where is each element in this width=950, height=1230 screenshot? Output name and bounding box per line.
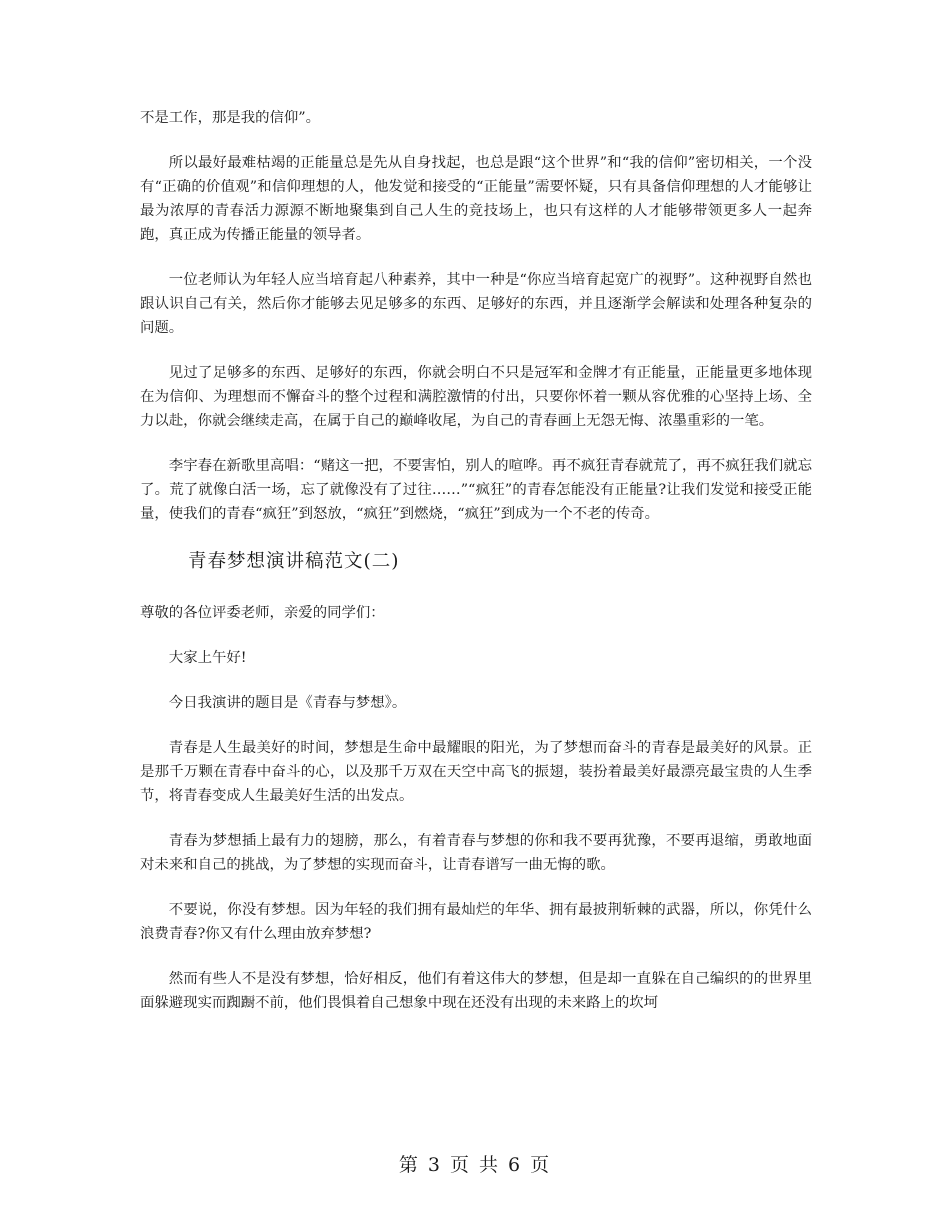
paragraph-hiding: 然而有些人不是没有梦想，恰好相反，他们有着这伟大的梦想，但是却一直躲在自己编织的的世界里面躲避现实而踟蹰不前，他们畏惧着自己想象中现在还没有出现的未来路上的坎坷: [140, 971, 812, 1011]
paragraph-youth-best: 青春是人生最美好的时间，梦想是生命中最耀眼的阳光，为了梦想而奋斗的青春是最美好的风景。正是那千万颗在青春中奋斗的心，以及那千万双在天空中高飞的振翅，装扮着最美好最漂亮最宝贵的人生季节，将青春变成人生最美好生活的出发点。: [140, 740, 812, 804]
paragraph-positive-energy: 所以最好最难枯竭的正能量总是先从自身找起，也总是跟“这个世界”和“我的信仰”密切相关，一个没有“正确的价值观”和信仰理想的人，他发觉和接受的“正能量”需要怀疑，只有具备信仰理想的人才能够让最为浓厚的青春活力源源不断地聚集到自己人生的竞技场上，也只有这样的人才能够带领更多人一起奔跑，真正成为传播正能量的领导者。: [140, 155, 812, 243]
paragraph-wings: 青春为梦想插上最有力的翅膀，那么，有着青春与梦想的你和我不要再犹豫，不要再退缩，勇敢地面对未来和自己的挑战，为了梦想的实现而奋斗，让青春谱写一曲无悔的歌。: [140, 833, 812, 873]
page-footer: 第 3 页 共 6 页: [398, 1154, 552, 1176]
paragraph-no-dream: 不要说，你没有梦想。因为年轻的我们拥有最灿烂的年华、拥有最披荆斩棘的武器，所以，你凭什么浪费青春?你又有什么理由放弃梦想?: [140, 902, 812, 942]
section-heading: 青春梦想演讲稿范文(二): [188, 551, 400, 572]
paragraph-greeting: 大家上午好!: [168, 650, 247, 666]
paragraph-topic: 今日我演讲的题目是《青春与梦想》。: [168, 695, 407, 711]
document-body: [140, 106, 812, 1036]
paragraph-seen-enough: 见过了足够多的东西、足够好的东西，你就会明白不只是冠军和金牌才有正能量，正能量更多地体现在为信仰、为理想而不懈奋斗的整个过程和满腔激情的付出，只要你怀着一颗从容优雅的心坚持上场、全力以赴，你就会继续走高，在属于自己的巅峰收尾，为自己的青春画上无怨无悔、浓墨重彩的一笔。: [140, 365, 812, 429]
paragraph-continuation: 不是工作，那是我的信仰”。: [140, 110, 321, 126]
paragraph-broad-vision: 一位老师认为年轻人应当培育起八种素养，其中一种是“你应当培育起宽广的视野”。这种视野自然也跟认识自己有关，然后你才能够去见足够多的东西、足够好的东西，并且逐渐学会解读和处理各种复杂的问题。: [140, 272, 812, 336]
salutation: 尊敬的各位评委老师，亲爱的同学们：: [140, 605, 385, 621]
paragraph-li-yuchun: 李宇春在新歌里高唱：“赌这一把，不要害怕，别人的喧哗。再不疯狂青春就荒了，再不疯狂我们就忘了。荒了就像白活一场，忘了就像没有了过往……”“疯狂”的青春怎能没有正能量?让我们发觉和接受正能量，使我们的青春“疯狂”到怒放，“疯狂”到燃烧，“疯狂”到成为一个不老的传奇。: [140, 458, 812, 522]
